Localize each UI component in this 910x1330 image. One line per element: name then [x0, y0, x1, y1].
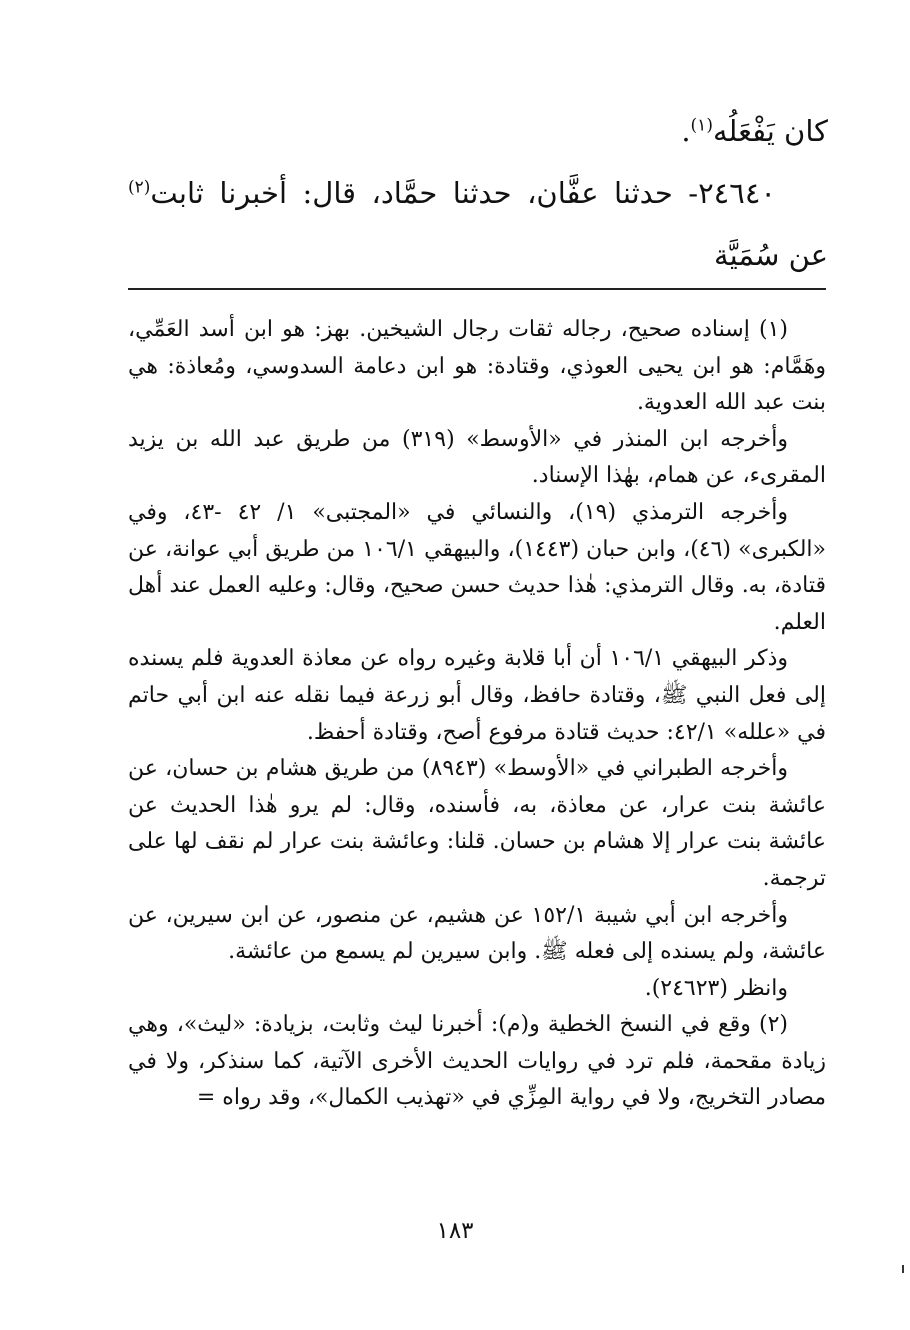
footnote-paragraph: وانظر (٢٤٦٢٣). — [644, 975, 788, 1001]
footnote-paragraph: وأخرجه ابن أبي شيبة ١٥٢/١ عن هشيم، عن منصور، عن ابن سيرين، عن عائشة، ولم يسنده إلى فعله ﷺ. وابن سيرين لم يسمع من عائشة. — [128, 902, 826, 965]
footnote-paragraph: (٢) وقع في النسخ الخطية و(م): أخبرنا ليث وثابت، بزيادة: «ليث»، وهي زيادة مقحمة، فلم ترد في روايات الحديث الأخرى الآتية، كما سنذكر، ولا في مصادر التخريج، ولا في رواية المِزِّي في «تهذيب الكمال»، وقد رواه = — [128, 1012, 826, 1111]
footnotes — [128, 312, 826, 1117]
footnote-paragraph: وأخرجه ابن المنذر في «الأوسط» (٣١٩) من طريق عبد الله بن يزيد المقرىء، عن همام، بهٰذا الإسناد. — [128, 426, 826, 489]
footnote-paragraph: وذكر البيهقي ١٠٦/١ أن أبا قلابة وغيره رواه عن معاذة العدوية فلم يسنده إلى فعل النبي ﷺ، وقتادة حافظ، وقال أبو زرعة فيما نقله عنه ابن أبي حاتم في «علله» ٤٢/١: حديث قتادة مرفوع أصح، وقتادة أحفظ. — [128, 646, 826, 745]
footnote-ref-1: (١) — [690, 115, 713, 136]
footnote-paragraph: (١) إسناده صحيح، رجاله ثقات رجال الشيخين. بهز: هو ابن أسد العَمِّي، وهَمَّام: هو ابن يحيى العوذي، وقتادة: هو ابن دعامة السدوسي، ومُعاذة: هي بنت عبد الله العدوية. — [128, 317, 826, 416]
margin-mark — [902, 1265, 904, 1273]
footnote-paragraph: وأخرجه الطبراني في «الأوسط» (٨٩٤٣) من طريق هشام بن حسان، عن عائشة بنت عرار، عن معاذة، به، فأسنده، وقال: لم يرو هٰذا الحديث عن عائشة بنت عرار إلا هشام بن حسان. قلنا: وعائشة بنت عرار لم نقف لها على ترجمة. — [128, 756, 826, 891]
page-number: ١٨٣ — [436, 1218, 474, 1244]
continuation-line: كان يَفْعَلُه$^{(١)}$. — [681, 114, 828, 148]
footnote-paragraph: وأخرجه الترمذي (١٩)، والنسائي في «المجتبى» ١/ ٤٢ -٤٣، وفي «الكبرى» (٤٦)، وابن حبان (١٤٤٣)، والبيهقي ١٠٦/١ من طريق أبي عوانة، عن قتادة، به. وقال الترمذي: هٰذا حديث حسن صحيح، وقال: وعليه العمل عند أهل العلم. — [128, 499, 826, 635]
footnote-separator — [128, 288, 826, 290]
main-text — [128, 100, 828, 286]
footnote-ref-2: (٢) — [128, 177, 151, 198]
hadith-paragraph: ٢٤٦٤٠- حدثنا عفَّان، حدثنا حمَّاد، قال: أخبرنا ثابت$^{(٢)}$ عن سُمَيَّة — [128, 176, 828, 272]
